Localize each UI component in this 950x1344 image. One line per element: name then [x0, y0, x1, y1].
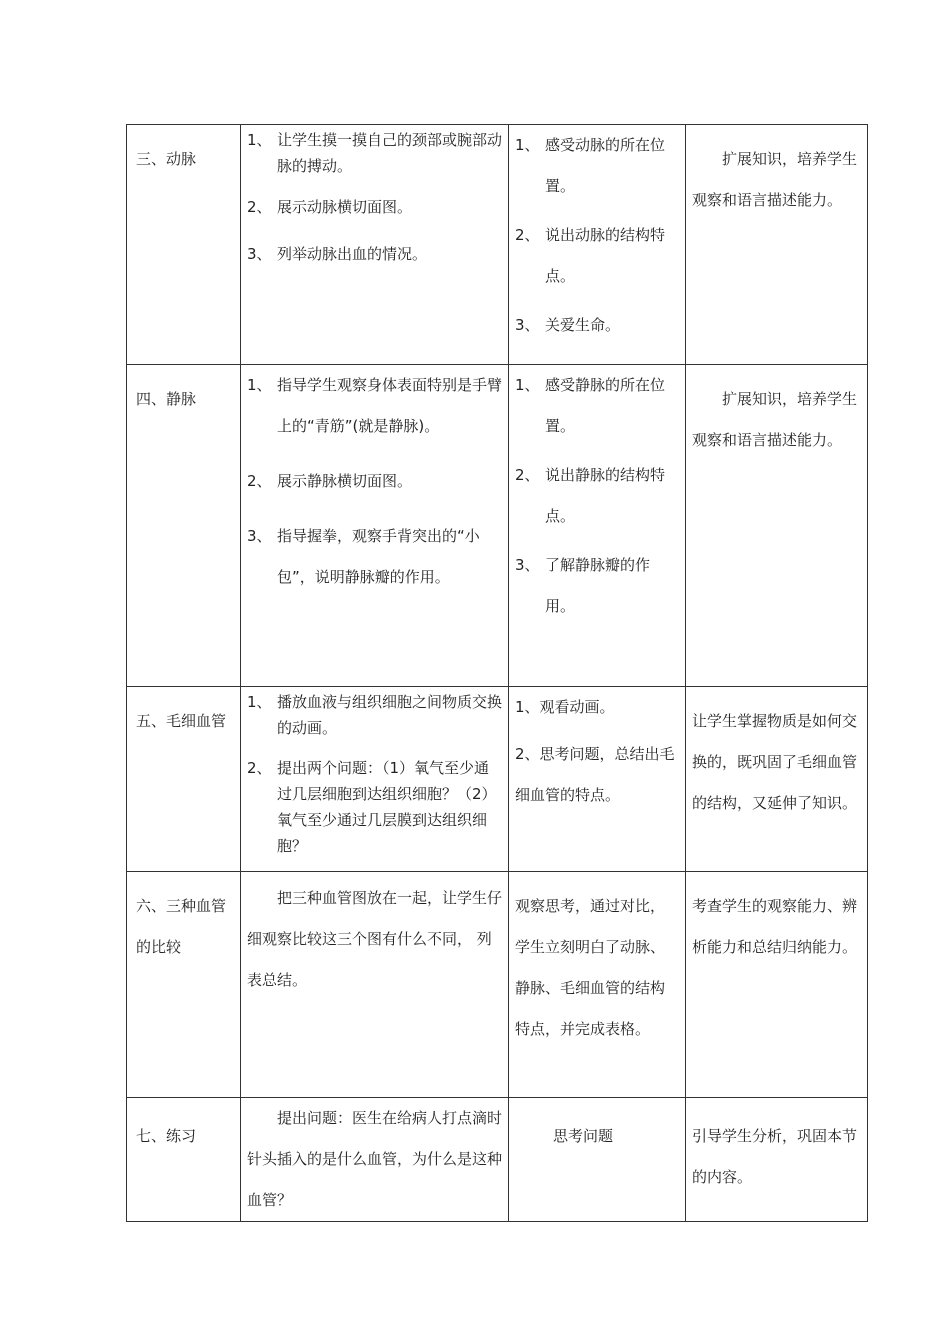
table-row [127, 125, 868, 365]
teacher-activity [241, 125, 509, 365]
teacher-activity: 把三种血管图放在一起，让学生仔细观察比较这三个图有什么不同， 列表总结。 [241, 872, 509, 1098]
list-item: 1、观看动画。 [515, 698, 615, 716]
list-item: 2、 展示静脉横切面图。 [247, 472, 413, 490]
section-label: 四、静脉 [127, 365, 241, 687]
list-item: 1、 感受动脉的所在位置。 [515, 136, 666, 195]
student-activity [509, 687, 686, 872]
section-label: 五、毛细血管 [127, 687, 241, 872]
design-intent: 扩展知识，培养学生观察和语言描述能力。 [686, 365, 868, 687]
design-intent: 引导学生分析，巩固本节的内容。 [686, 1098, 868, 1222]
list-item: 1、 播放血液与组织细胞之间物质交换的动画。 [247, 693, 503, 737]
section-label: 六、三种血管的比较 [127, 872, 241, 1098]
list-item: 1、 指导学生观察身体表面特别是手臂上的“青筋”(就是静脉)。 [247, 376, 503, 435]
list-item: 2、 说出静脉的结构特点。 [515, 466, 666, 525]
list-item: 2、 展示动脉横切面图。 [247, 198, 413, 216]
list-item: 2、 说出动脉的结构特点。 [515, 226, 666, 285]
table-row [127, 365, 868, 687]
section-label: 七、练习 [127, 1098, 241, 1222]
design-intent: 考查学生的观察能力、辨析能力和总结归纳能力。 [686, 872, 868, 1098]
list-item: 1、 让学生摸一摸自己的颈部或腕部动脉的搏动。 [247, 131, 503, 175]
student-activity [509, 125, 686, 365]
list-item: 3、 列举动脉出血的情况。 [247, 245, 428, 263]
student-activity: 思考问题 [509, 1098, 686, 1222]
section-label: 三、动脉 [127, 125, 241, 365]
design-intent: 扩展知识，培养学生观察和语言描述能力。 [686, 125, 868, 365]
table-row [127, 1098, 868, 1222]
list-item: 3、 了解静脉瓣的作用。 [515, 556, 651, 615]
teacher-activity [241, 687, 509, 872]
lesson-table [126, 124, 868, 1222]
student-activity [509, 365, 686, 687]
list-item: 3、 指导握拳，观察手背突出的“小包”，说明静脉瓣的作用。 [247, 527, 480, 586]
table-row [127, 687, 868, 872]
student-activity: 观察思考，通过对比，学生立刻明白了动脉、静脉、毛细血管的结构特点，并完成表格。 [509, 872, 686, 1098]
list-item: 2、思考问题，总结出毛细血管的特点。 [515, 745, 675, 804]
list-item: 3、 关爱生命。 [515, 316, 621, 334]
list-item: 1、 感受静脉的所在位置。 [515, 376, 666, 435]
teacher-activity: 提出问题：医生在给病人打点滴时针头插入的是什么血管，为什么是这种血管？ [241, 1098, 509, 1222]
design-intent: 让学生掌握物质是如何交换的，既巩固了毛细血管的结构，又延伸了知识。 [686, 687, 868, 872]
teacher-activity [241, 365, 509, 687]
table-row [127, 872, 868, 1098]
list-item: 2、 提出两个问题：（1）氧气至少通过几层细胞到达组织细胞？（2）氧气至少通过几层膜到达组织细胞？ [247, 759, 497, 855]
